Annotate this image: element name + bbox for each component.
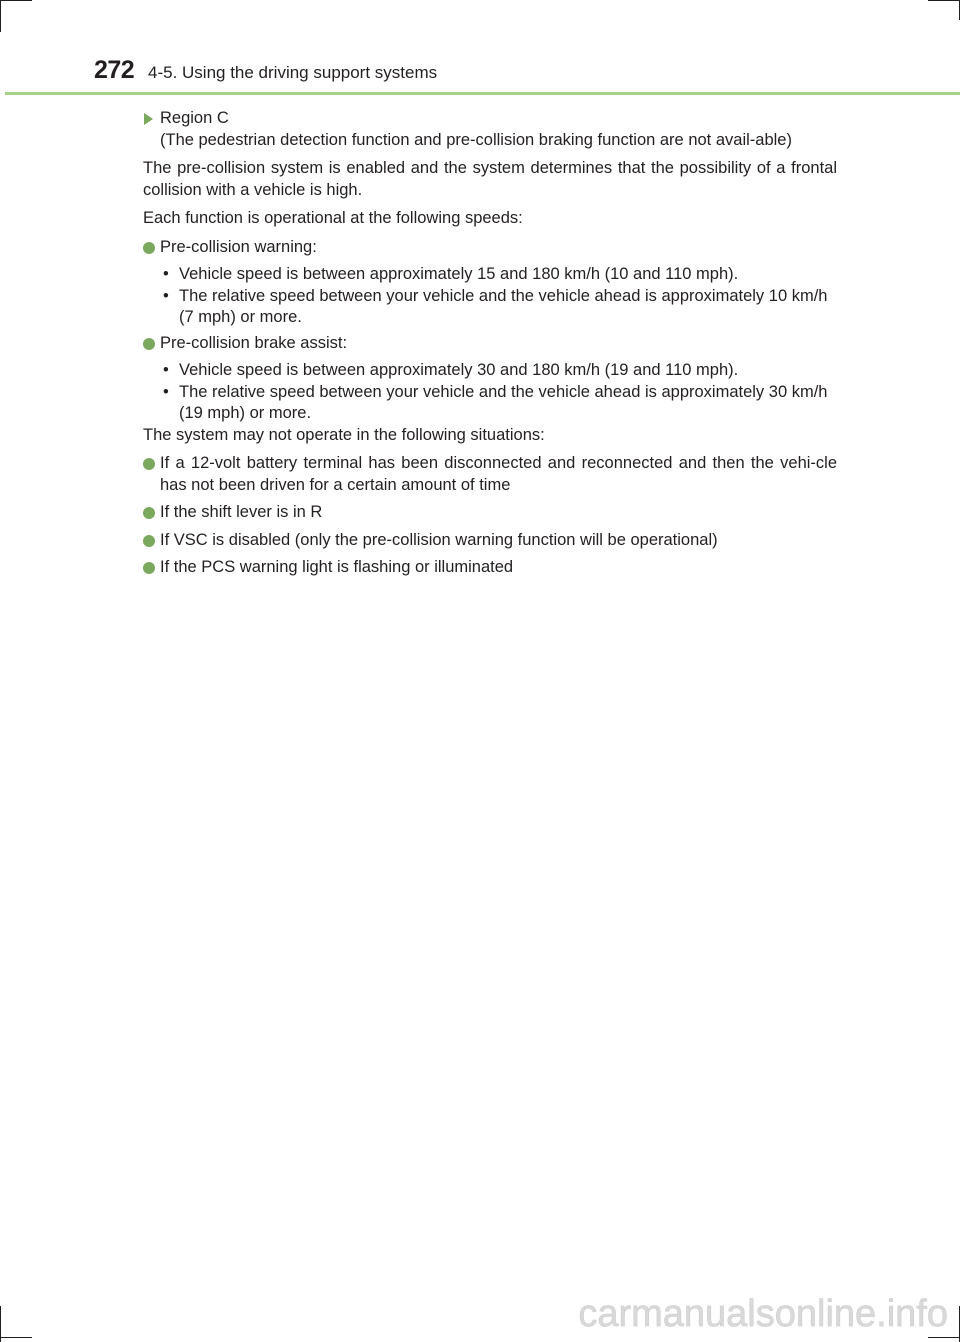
situations-intro: The system may not operate in the following situations: — [143, 425, 545, 444]
watermark-logo — [514, 1288, 954, 1336]
page-number: 272 — [94, 56, 135, 84]
bullet-dot-icon — [143, 507, 155, 519]
situation-item: If VSC is disabled (only the pre-collision warning function will be operational) — [143, 530, 837, 552]
function-item-brake-assist — [143, 333, 837, 355]
page-content — [143, 108, 837, 585]
function-label: Pre-collision brake assist: — [160, 333, 348, 352]
triangle-marker-icon — [144, 113, 153, 125]
function-item-warning — [143, 237, 837, 259]
situation-item: If the shift lever is in R — [143, 502, 837, 524]
bullet-point-icon: • — [163, 265, 169, 283]
situation-item: If a 12-volt battery terminal has been disconnected and reconnected and then the vehi-cle has not been driven for a certain amount of time — [143, 453, 837, 496]
bullet-point-icon: • — [163, 286, 169, 305]
crop-mark-bottom-right-h — [928, 1337, 960, 1338]
list-item: • The relative speed between your vehicle and the vehicle ahead is approximately 30 km/h (19 mph) or more. — [163, 382, 828, 422]
bullet-dot-icon — [143, 242, 155, 254]
function-sublist — [160, 264, 837, 329]
bullet-dot-icon — [143, 535, 155, 547]
list-item: • Vehicle speed is between approximately 30 and 180 km/h (19 and 110 mph). — [160, 360, 837, 382]
situation-item: If the PCS warning light is flashing or illuminated — [143, 557, 837, 579]
region-label: Region C — [160, 109, 229, 127]
crop-mark-top-left-v — [0, 0, 1, 32]
crop-mark-bottom-left-h — [0, 1337, 32, 1338]
page-header — [0, 50, 960, 94]
bullet-dot-icon — [143, 338, 155, 350]
list-item: • Vehicle speed is between approximately 15 and 180 km/h (10 and 110 mph). — [160, 264, 837, 286]
section-title: 4-5. Using the driving support systems — [148, 63, 438, 82]
crop-mark-top-right-h — [928, 0, 960, 1]
bullet-dot-icon — [143, 562, 155, 574]
bullet-point-icon: • — [163, 382, 169, 401]
svg-text:carmanualsonline.info: carmanualsonline.info — [578, 1293, 948, 1335]
bullet-point-icon: • — [163, 361, 169, 379]
list-item: • The relative speed between your vehicle and the vehicle ahead is approximately 10 km/h (7 mph) or more. — [163, 286, 828, 326]
bullet-dot-icon — [143, 458, 155, 470]
intro-paragraph: The pre-collision system is enabled and the system determines that the possibility of a frontal collision with a vehicle is high. — [143, 159, 837, 199]
crop-mark-top-left-h — [0, 0, 32, 1]
function-sublist — [160, 360, 837, 425]
header-rule — [5, 92, 960, 95]
region-note: (The pedestrian detection function and pre-collision braking function are not avail-able) — [160, 130, 792, 149]
speeds-intro: Each function is operational at the following speeds: — [143, 209, 523, 227]
region-block — [143, 108, 837, 151]
function-label: Pre-collision warning: — [160, 237, 317, 256]
